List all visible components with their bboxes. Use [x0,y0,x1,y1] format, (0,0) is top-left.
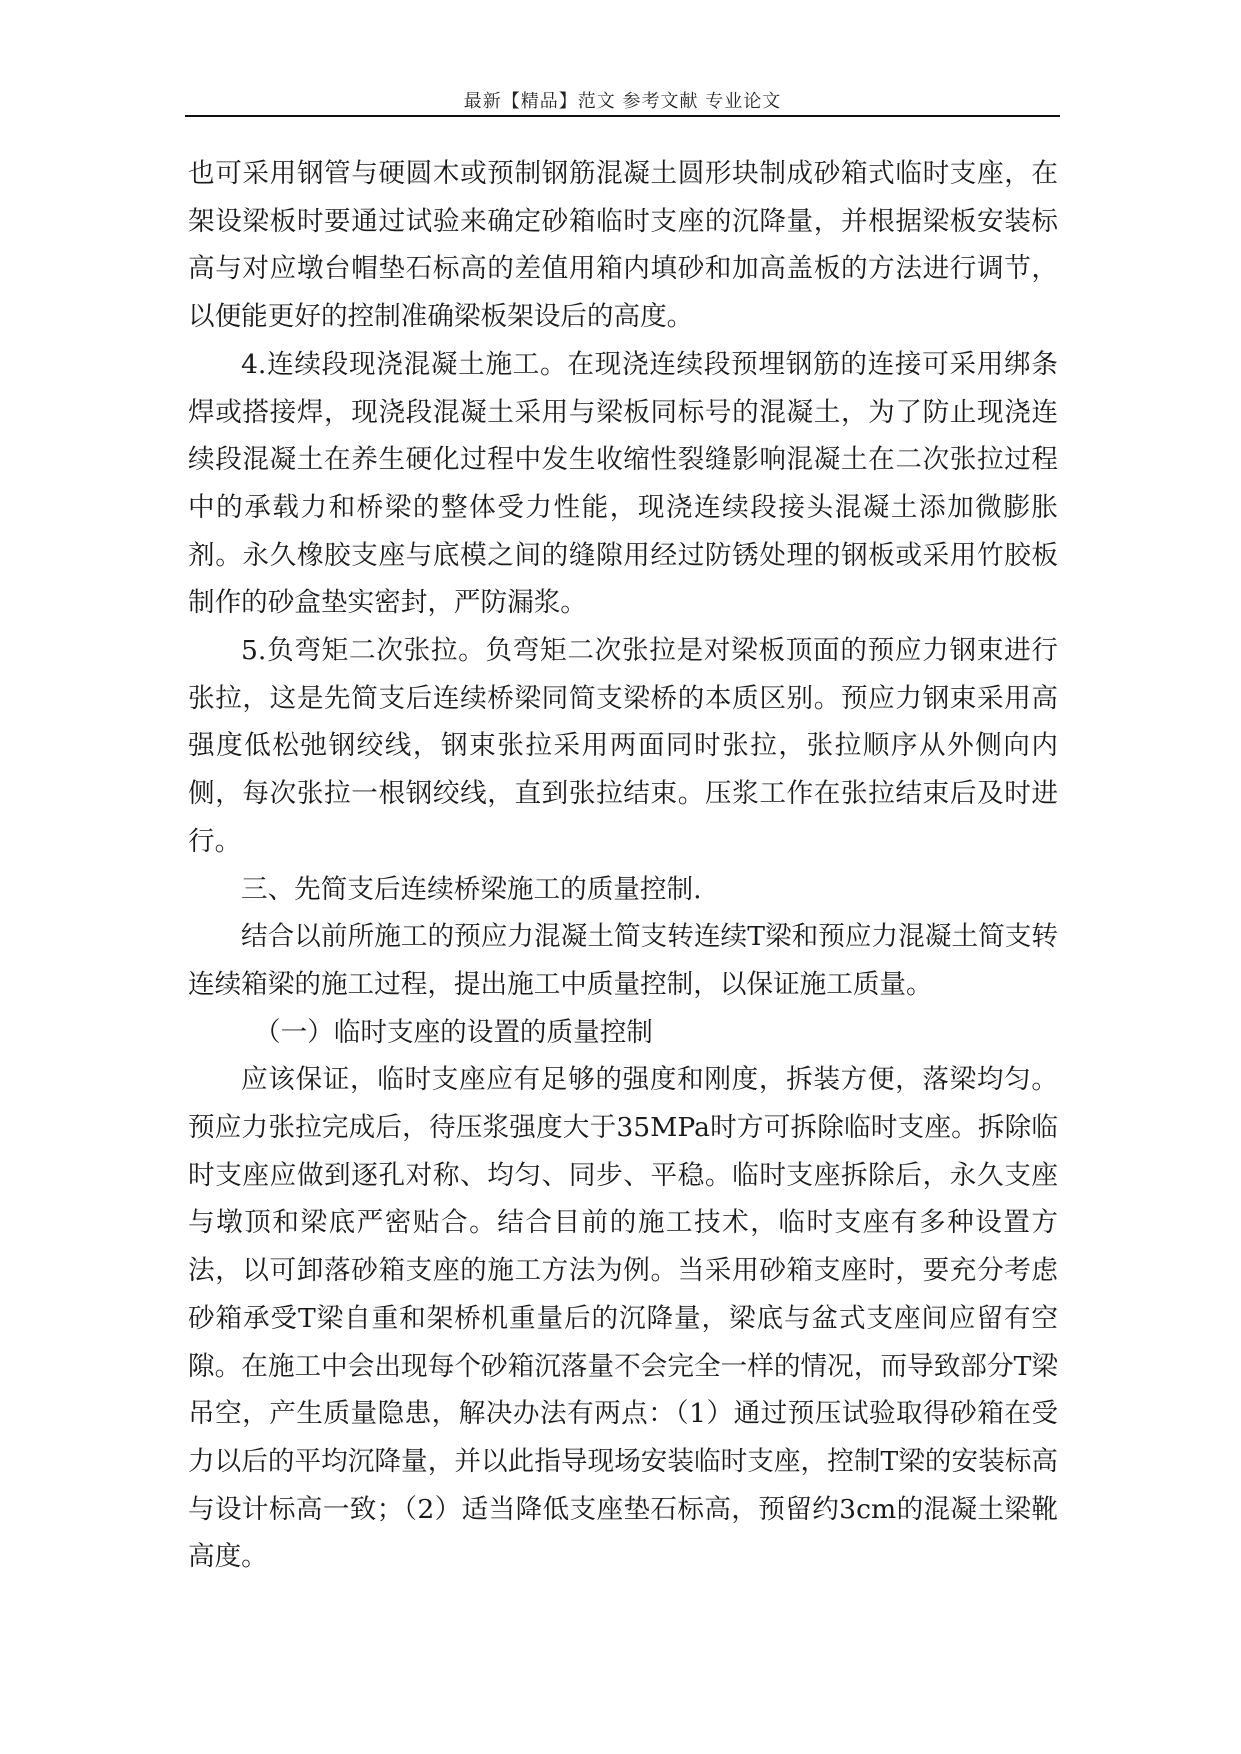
paragraph-continuation: 也可采用钢管与硬圆木或预制钢筋混凝土圆形块制成砂箱式临时支座，在架设梁板时要通过试验来确定砂箱临时支座的沉降量，并根据梁板安装标高与对应墩台帽垫石标高的差值用箱内填砂和加高盖板的方法进行调节，以便能更好的控制准确梁板架设后的高度。 [188,158,1058,333]
paragraph-intro: 结合以前所施工的预应力混凝土简支转连续T梁和预应力混凝土简支转连续箱梁的施工过程，提出施工中质量控制，以保证施工质量。 [188,921,1058,1000]
subsection-heading-1: （一）临时支座的设置的质量控制 [254,1016,653,1048]
section-heading-3: 三、先简支后连续桥梁施工的质量控制. [241,873,702,905]
paragraph-temporary-support: 应该保证，临时支座应有足够的强度和刚度，拆装方便，落梁均匀。预应力张拉完成后，待压浆强度大于35MPa时方可拆除临时支座。拆除临时支座应做到逐孔对称、均匀、同步、平稳。临时支座拆除后，永久支座与墩顶和梁底严密贴合。结合目前的施工技术，临时支座有多种设置方法，以可卸落砂箱支座的施工方法为例。当采用砂箱支座时，要充分考虑砂箱承受T梁自重和架桥机重量后的沉降量，梁底与盆式支座间应留有空隙。在施工中会出现每个砂箱沉落量不会完全一样的情况，而导致部分T梁吊空，产生质量隐患，解决办法有两点：（1）通过预压试验取得砂箱在受力以后的平均沉降量，并以此指导现场安装临时支座，控制T梁的安装标高与设计标高一致；（2）适当降低支座垫石标高，预留约3cm的混凝土梁靴高度。 [188,1064,1058,1573]
document-body [188,150,1058,1581]
page-header: 最新【精品】范文 参考文献 专业论文 [463,91,782,112]
paragraph-item-5: 5.负弯矩二次张拉。负弯矩二次张拉是对梁板顶面的预应力钢束进行张拉，这是先简支后连续桥梁同简支梁桥的本质区别。预应力钢束采用高强度低松弛钢绞线，钢束张拉采用两面同时张拉，张拉顺序从外侧向内侧，每次张拉一根钢绞线，直到张拉结束。压浆工作在张拉结束后及时进行。 [188,635,1058,857]
paragraph-item-4: 4.连续段现浇混凝土施工。在现浇连续段预埋钢筋的连接可采用绑条焊或搭接焊，现浇段混凝土采用与梁板同标号的混凝土，为了防止现浇连续段混凝土在养生硬化过程中发生收缩性裂缝影响混凝土在二次张拉过程中的承载力和桥梁的整体受力性能，现浇连续段接头混凝土添加微膨胀剂。永久橡胶支座与底模之间的缝隙用经过防锈处理的钢板或采用竹胶板制作的砂盒垫实密封，严防漏浆。 [188,348,1058,619]
header-divider [185,115,1060,117]
